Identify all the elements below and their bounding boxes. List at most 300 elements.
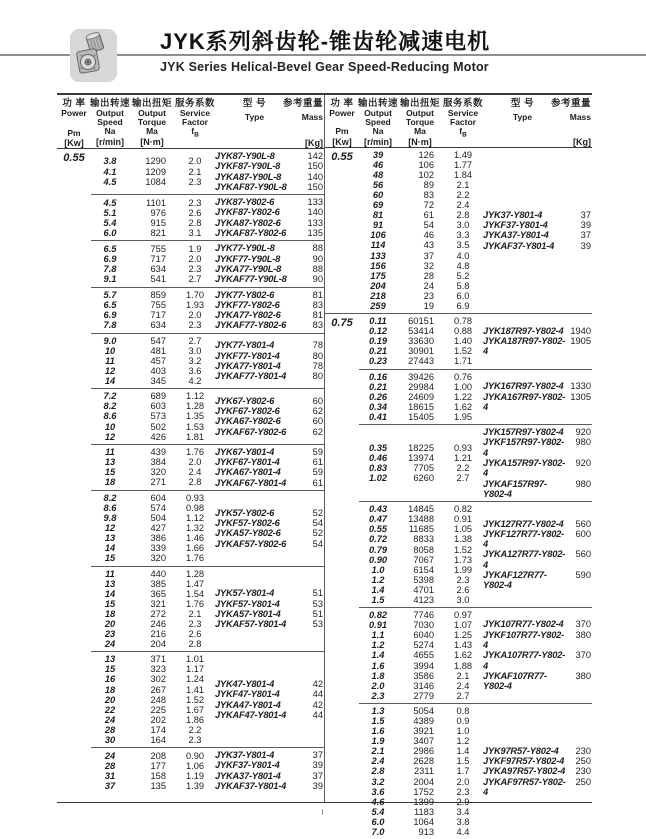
model-row — [215, 508, 324, 518]
torque-cell: 427 — [150, 523, 166, 534]
model-list — [215, 679, 324, 720]
speed-cell: 46 — [372, 159, 384, 170]
ratio-group — [91, 287, 324, 333]
mass-value: 37 — [580, 209, 591, 220]
service-factor-cell: 1.43 — [453, 640, 473, 651]
header-symbol-power: Pm — [335, 126, 349, 137]
service-factor-cell: 2.0 — [456, 776, 470, 787]
header-label-zh-power: 功 率 — [62, 98, 86, 109]
speed-cell: 5.4 — [103, 217, 117, 228]
service-factor-cell: 2.6 — [456, 584, 470, 595]
service-factor-cell: 1.2 — [456, 736, 470, 747]
mass-value: 54 — [312, 538, 323, 549]
torque-cell: 7705 — [413, 463, 434, 474]
torque-cell: 689 — [150, 391, 166, 402]
table-row — [359, 545, 483, 555]
service-factor-cell: 2.1 — [456, 179, 470, 190]
model-list — [215, 290, 324, 331]
torque-cell: 29984 — [408, 381, 434, 392]
speed-cell: 11 — [105, 447, 115, 458]
model-row — [215, 771, 324, 781]
table-row — [91, 310, 215, 320]
speed-cell: 8.6 — [103, 411, 117, 422]
service-factor-cell: 3.0 — [188, 345, 202, 356]
header-label-zh-mass: 参考重量 — [550, 98, 591, 109]
speed-cell: 15 — [104, 664, 116, 675]
service-factor-cell: 1.00 — [453, 381, 473, 392]
model-list — [483, 619, 592, 691]
mass-value: 52 — [312, 507, 323, 518]
service-factor-cell: 2.7 — [188, 274, 202, 285]
model-row — [483, 746, 592, 756]
header-label-en-sf: Service — [179, 108, 211, 118]
service-factor-cell: 2.4 — [456, 200, 470, 211]
torque-cell: 6154 — [413, 564, 434, 575]
torque-cell: 37 — [423, 250, 434, 261]
service-factor-cell: 1.95 — [453, 411, 473, 422]
torque-cell: 4701 — [413, 584, 434, 595]
header-label-zh-mass: 参考重量 — [282, 98, 323, 109]
header-label-zh-type: 型 号 — [242, 98, 267, 109]
model-name: JYKF77-Y802-6 — [215, 299, 280, 310]
speed-cell: 4.6 — [371, 796, 385, 807]
model-name: JYK97R57-Y802-4 — [483, 745, 559, 756]
ratio-group — [91, 490, 324, 566]
torque-cell: 439 — [150, 447, 166, 458]
torque-cell: 717 — [150, 310, 166, 321]
speed-cell: 28 — [104, 724, 116, 735]
torque-cell: 2628 — [413, 756, 434, 767]
service-factor-cell: 5.2 — [456, 270, 470, 281]
table-row — [359, 443, 483, 453]
header-label-en-speed: Output — [364, 108, 392, 118]
model-row — [215, 340, 324, 350]
table-row — [359, 524, 483, 534]
table-row — [359, 356, 483, 366]
torque-cell: 320 — [150, 467, 166, 478]
mass-value: 250 — [575, 776, 591, 787]
mass-value: 42 — [312, 699, 323, 710]
table-row — [91, 346, 215, 356]
service-factor-cell: 2.4 — [188, 467, 202, 478]
model-row — [483, 458, 592, 479]
table-row — [359, 787, 483, 797]
header-symbol-speed: Na — [372, 126, 384, 137]
model-name: JYKA87-Y90L-8 — [215, 171, 282, 182]
mass-value: 1940 — [570, 325, 591, 336]
torque-cell: 83 — [423, 189, 434, 200]
speed-cell: 7.2 — [103, 391, 117, 402]
speed-cell: 4.5 — [103, 176, 117, 187]
table-row — [91, 432, 215, 442]
model-row — [483, 529, 592, 550]
model-list — [215, 447, 324, 488]
table-row — [359, 514, 483, 524]
torque-cell: 208 — [150, 750, 166, 761]
speed-cell: 0.41 — [368, 411, 388, 422]
table-row — [91, 781, 215, 791]
gear-motor-icon — [70, 29, 117, 82]
model-name: JYKAF87-Y90L-8 — [215, 181, 287, 192]
service-factor-cell: 1.71 — [453, 356, 473, 367]
service-factor-cell: 1.49 — [453, 149, 473, 160]
table-row — [359, 630, 483, 640]
model-name: JYKA67-Y801-4 — [215, 467, 281, 478]
model-row — [215, 264, 324, 274]
service-factor-cell: 1.07 — [453, 620, 473, 631]
torque-cell: 755 — [150, 300, 166, 311]
table-row — [91, 356, 215, 366]
header-label-zh-sf: 服务系数 — [443, 98, 484, 109]
header-label-en-power: Power — [329, 108, 355, 118]
speed-cell: 15 — [104, 553, 116, 564]
speed-cell: 7.8 — [103, 263, 117, 274]
torque-cell: 365 — [150, 588, 166, 599]
table-row — [91, 705, 215, 715]
model-row — [483, 427, 592, 437]
speed-cell: 1.3 — [371, 705, 385, 716]
torque-cell: 859 — [150, 289, 166, 300]
speed-cell: 6.5 — [103, 243, 117, 254]
mass-value: 80 — [312, 371, 323, 382]
torque-cell: 19 — [423, 301, 434, 312]
service-factor-cell: 2.0 — [188, 253, 202, 264]
model-list — [483, 427, 592, 499]
speed-cell: 0.12 — [368, 326, 388, 337]
service-factor-cell: 1.76 — [185, 553, 205, 564]
service-factor-cell: 6.9 — [456, 301, 470, 312]
torque-cell: 323 — [150, 664, 166, 675]
header-col-mass — [282, 98, 324, 148]
speed-cell: 0.55 — [368, 524, 388, 535]
service-factor-cell: 1.32 — [185, 523, 205, 534]
table-row — [91, 523, 215, 533]
mass-value: 62 — [312, 406, 323, 417]
table-body — [325, 148, 592, 839]
service-factor-cell: 2.3 — [456, 786, 470, 797]
torque-cell: 3146 — [413, 680, 434, 691]
table-row — [91, 177, 215, 187]
service-factor-cell: 0.9 — [456, 716, 470, 726]
speed-cell: 1.6 — [371, 726, 385, 737]
torque-cell: 4389 — [413, 716, 434, 726]
model-name: JYKAF67-Y802-6 — [215, 426, 287, 437]
model-row — [483, 777, 592, 798]
model-name: JYKF77-Y90L-8 — [215, 253, 281, 264]
table-row — [359, 473, 483, 483]
service-factor-cell: 1.67 — [185, 704, 205, 715]
table-body — [57, 149, 324, 802]
speed-cell: 0.11 — [369, 316, 387, 327]
table-row — [359, 565, 483, 575]
service-factor-cell: 1.38 — [453, 534, 473, 545]
gear-motor-illustration — [75, 34, 113, 78]
torque-cell: 2986 — [413, 746, 434, 757]
model-row — [215, 416, 324, 426]
service-factor-cell: 5.8 — [456, 280, 470, 291]
ratio-group — [91, 566, 324, 652]
service-factor-cell: 2.1 — [188, 166, 202, 177]
speed-cell: 6.9 — [103, 253, 117, 264]
spec-table — [57, 93, 592, 838]
service-factor-cell: 2.1 — [188, 608, 202, 619]
table-row — [91, 695, 215, 705]
service-factor-cell: 1.9 — [188, 243, 202, 254]
model-row — [215, 254, 324, 264]
mass-value: 560 — [575, 518, 591, 529]
speed-cell: 0.72 — [368, 534, 388, 545]
torque-cell: 102 — [418, 169, 434, 180]
data-rows — [359, 372, 483, 422]
model-row — [215, 609, 324, 619]
service-factor-cell: 3.4 — [456, 806, 470, 817]
torque-cell: 248 — [150, 694, 166, 705]
torque-cell: 24609 — [408, 391, 434, 402]
mass-value: 44 — [312, 710, 323, 720]
mass-value: 1330 — [570, 381, 591, 392]
model-name: JYKA127R77-Y802-4 — [483, 549, 566, 570]
model-list — [215, 243, 324, 284]
table-row — [91, 422, 215, 432]
speed-cell: 56 — [372, 179, 384, 190]
service-factor-cell: 1.25 — [453, 630, 473, 641]
service-factor-cell: 2.3 — [188, 263, 202, 274]
model-row — [483, 336, 592, 357]
table-row — [91, 619, 215, 629]
torque-cell: 267 — [150, 684, 166, 695]
mass-value: 140 — [307, 171, 323, 182]
speed-cell: 4.1 — [103, 166, 117, 177]
service-factor-cell: 0.88 — [453, 326, 473, 337]
model-row — [215, 320, 324, 330]
service-factor-cell: 2.3 — [188, 320, 202, 331]
model-list — [215, 750, 324, 791]
header-symbol-sf: $f_B$ — [191, 126, 199, 140]
speed-cell: 1.2 — [371, 574, 385, 585]
speed-cell: 37 — [104, 780, 116, 791]
service-factor-cell: 0.78 — [453, 316, 473, 327]
torque-cell: 547 — [150, 335, 166, 346]
torque-cell: 13488 — [408, 514, 434, 525]
service-factor-cell: 2.8 — [188, 639, 202, 650]
speed-cell: 0.46 — [368, 452, 388, 463]
header-label-en-speed: Speed — [97, 117, 123, 128]
speed-cell: 6.0 — [103, 227, 117, 238]
service-factor-cell: 1.73 — [453, 554, 473, 565]
torque-cell: 541 — [150, 274, 166, 285]
model-name: JYK47-Y801-4 — [215, 679, 275, 690]
table-row — [359, 706, 483, 716]
model-name: JYKF57-Y802-6 — [215, 517, 280, 528]
header-symbol-power: Pm — [67, 127, 81, 138]
table-row — [91, 553, 215, 563]
mass-value: 920 — [575, 427, 591, 438]
torque-cell: 603 — [150, 401, 166, 412]
ratio-group — [91, 194, 324, 240]
service-factor-cell: 1.54 — [185, 588, 205, 599]
table-row — [359, 382, 483, 392]
ratio-group — [359, 607, 592, 703]
model-row — [215, 457, 324, 467]
table-row — [359, 575, 483, 585]
table-row — [359, 746, 483, 756]
page-subtitle: JYK Series Helical-Bevel Gear Speed-Reducing Motor — [160, 60, 489, 74]
model-row — [483, 230, 592, 240]
service-factor-cell: 2.6 — [188, 629, 202, 640]
model-row — [215, 182, 324, 192]
model-name: JYKA57-Y801-4 — [215, 608, 281, 619]
torque-cell: 14845 — [408, 504, 434, 515]
table-row — [359, 210, 483, 220]
table-row — [359, 807, 483, 817]
torque-cell: 7030 — [413, 620, 434, 631]
model-name: JYK87-Y802-6 — [215, 197, 275, 208]
speed-cell: 0.16 — [368, 371, 388, 382]
table-row — [91, 411, 215, 421]
power-section — [325, 313, 592, 839]
speed-cell: 10 — [104, 345, 116, 356]
ratio-group — [91, 149, 324, 194]
table-row — [91, 254, 215, 264]
header-label-en-torque: Torque — [405, 117, 435, 128]
model-name: JYKAF77-Y801-4 — [215, 371, 287, 382]
model-row — [483, 326, 592, 336]
table-row — [91, 366, 215, 376]
mass-value: 37 — [312, 750, 323, 761]
speed-cell: 1.5 — [371, 594, 385, 605]
table-row — [359, 230, 483, 240]
table-row — [91, 376, 215, 386]
table-row — [91, 264, 215, 274]
header-col-sf — [443, 98, 483, 147]
torque-cell: 426 — [150, 431, 166, 442]
service-factor-cell: 3.2 — [188, 355, 202, 366]
torque-cell: 24 — [423, 280, 434, 291]
data-rows — [359, 706, 483, 837]
torque-cell: 502 — [150, 421, 166, 432]
ratio-group — [91, 651, 324, 747]
torque-cell: 158 — [150, 770, 166, 781]
service-factor-cell: 2.3 — [188, 619, 202, 629]
mass-value: 1905 — [570, 336, 591, 347]
speed-cell: 6.5 — [103, 300, 117, 311]
model-name: JYKF157R97-Y802-4 — [483, 437, 565, 458]
mass-value: 133 — [307, 197, 323, 208]
torque-cell: 915 — [150, 217, 166, 228]
speed-cell: 24 — [104, 714, 116, 725]
speed-cell: 13 — [104, 457, 116, 468]
speed-cell: 2.3 — [371, 690, 385, 701]
mass-value: 60 — [312, 416, 323, 427]
model-list — [215, 508, 324, 549]
torque-cell: 481 — [150, 345, 166, 356]
torque-cell: 89 — [423, 179, 434, 190]
model-row — [215, 518, 324, 528]
torque-cell: 39426 — [408, 371, 434, 382]
data-rows — [91, 751, 215, 791]
model-name: JYK67-Y801-4 — [215, 446, 275, 457]
model-name: JYKF107R77-Y802-4 — [483, 629, 565, 651]
speed-cell: 5.4 — [371, 806, 385, 817]
speed-cell: 0.43 — [368, 504, 388, 515]
speed-cell: 259 — [370, 301, 386, 312]
header-label-en-sf: Factor — [182, 117, 208, 128]
model-name: JYKA37-Y801-4 — [215, 770, 281, 781]
header-col-mass — [550, 98, 592, 147]
model-row — [215, 172, 324, 182]
model-name: JYK87-Y90L-8 — [215, 151, 275, 161]
table-row — [91, 639, 215, 649]
service-factor-cell: 6.0 — [456, 290, 470, 301]
torque-cell: 18225 — [408, 442, 434, 453]
mass-value: 61 — [312, 456, 323, 467]
torque-cell: 72 — [423, 200, 434, 211]
table-row — [91, 320, 215, 330]
torque-cell: 13974 — [408, 452, 434, 463]
data-rows — [359, 150, 483, 312]
speed-cell: 8.2 — [103, 492, 117, 503]
model-name: JYKF67-Y802-6 — [215, 406, 280, 417]
table-row — [359, 220, 483, 230]
mass-value: 78 — [312, 340, 323, 351]
service-factor-cell: 2.3 — [188, 176, 202, 187]
data-rows — [91, 493, 215, 564]
speed-cell: 8.2 — [103, 401, 117, 412]
speed-cell: 16 — [104, 674, 116, 685]
model-name: JYKF37-Y801-4 — [215, 760, 280, 771]
header-symbol-torque: Ma — [146, 126, 158, 137]
model-name: JYKF57-Y801-4 — [215, 598, 280, 609]
model-name: JYK77-Y802-6 — [215, 289, 275, 300]
speed-cell: 204 — [370, 280, 386, 291]
ratio-group — [359, 703, 592, 839]
model-row — [215, 619, 324, 629]
power-section — [325, 148, 592, 314]
table-right-half — [325, 95, 592, 838]
speed-cell: 1.6 — [371, 660, 385, 671]
table-row — [359, 190, 483, 200]
model-list — [215, 588, 324, 629]
speed-cell: 5.7 — [103, 289, 117, 300]
torque-cell: 7067 — [413, 554, 434, 565]
torque-cell: 1290 — [145, 156, 166, 167]
speed-cell: 24 — [104, 639, 116, 650]
mass-value: 81 — [312, 289, 323, 300]
model-row — [483, 570, 592, 591]
speed-cell: 12 — [104, 523, 116, 534]
torque-cell: 271 — [150, 477, 166, 488]
model-name: JYKAF77-Y90L-8 — [215, 274, 287, 285]
table-row — [91, 599, 215, 609]
table-row — [359, 291, 483, 301]
model-row — [215, 447, 324, 457]
table-row — [91, 467, 215, 477]
header-unit-mass: [Kg] — [305, 138, 323, 148]
service-factor-cell: 2.3 — [188, 735, 202, 746]
torque-cell: 43 — [423, 240, 434, 251]
table-row — [359, 661, 483, 671]
service-factor-cell: 1.76 — [185, 598, 205, 609]
header-bottom-mass — [573, 137, 591, 147]
mass-value: 380 — [575, 670, 591, 681]
model-list — [483, 519, 592, 591]
data-rows — [91, 569, 215, 650]
speed-cell: 1.9 — [371, 736, 385, 747]
speed-cell: 18 — [104, 477, 116, 488]
speed-cell: 10 — [104, 421, 116, 432]
model-name: JYK57-Y802-6 — [215, 507, 275, 518]
table-row — [91, 725, 215, 735]
